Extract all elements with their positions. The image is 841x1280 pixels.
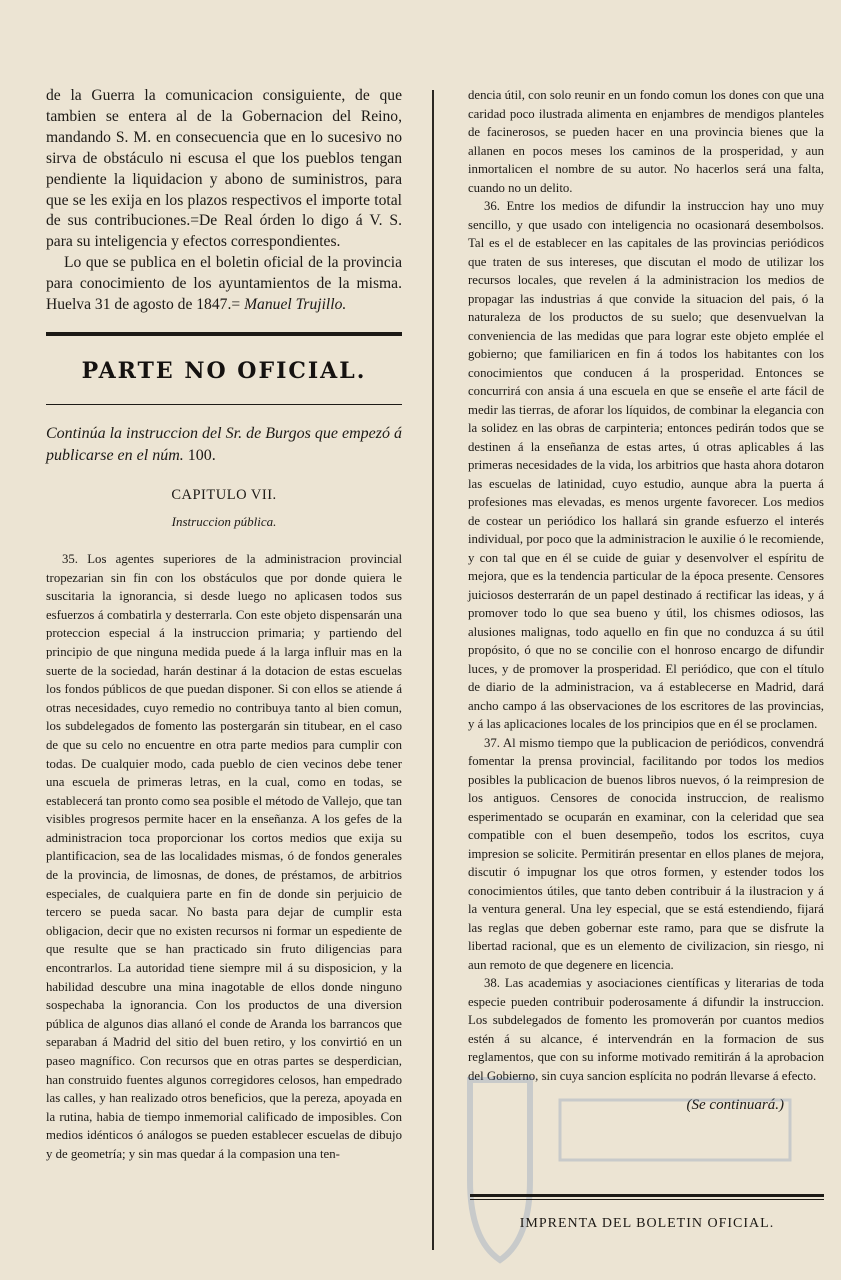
printer-imprint: IMPRENTA DEL BOLETIN OFICIAL. bbox=[519, 1216, 775, 1231]
official-paragraph-2-text: Lo que se publica en el boletin oficial de la provincia para conocimiento de los ayuntamientos de la misma. Huelva 31 de agosto de 1847.= bbox=[46, 254, 402, 314]
section-rule-top bbox=[46, 332, 402, 336]
paragraph-38-text: Las academias y asociaciones científicas y literarias de toda especie pueden contribuir poderosamente á difundir la instruccion. Los subdelegados de fomento les promoverán por cuantos medios estén á su alcance, é intervendrán en la formacion de sus reglamentos, que con su informe motivado remitirán á la aprobacion del Gobierno, sin cuya sancion esplícita no podrán llevarse á efecto. bbox=[468, 976, 824, 1083]
paragraph-38-number: 38. bbox=[484, 976, 500, 990]
paragraph-35 bbox=[46, 550, 402, 1164]
right-column bbox=[468, 86, 824, 1114]
paragraph-37-number: 37. bbox=[484, 735, 500, 750]
official-paragraph-2 bbox=[46, 253, 402, 316]
paragraph-37-text: Al mismo tiempo que la publicacion de periódicos, convendrá fomentar la prensa provincial, facilitando por todos los medios posibles la publicacion de buenos libros nuevos, ó la reimpresion de los antiguos. Censores de conocida instruccion, de realismo esperimentado se ocuparán en examinar, con la celeridad que sea compatible con el buen desempeño, todos los escritos, cuya impresion se solicite. Permitirán presentar en ellos planes de mejora, discutir ó impugnar los que otros formen, y estender todos los conocimientos útiles, que tanto deben contribuir á la ilustracion y á la ventura general. Una ley especial, que se está estendiendo, fijará las reglas que deben gobernar este ramo, para que se disfrute la libertad racional, que es un elemento de civilizacion, sin riesgo, ni aun remoto de que degenere en licencia. bbox=[468, 735, 824, 972]
footer-rule-thick bbox=[470, 1194, 824, 1197]
left-body bbox=[46, 550, 402, 1164]
paragraph-36-text: Entre los medios de difundir la instruccion hay uno muy sencillo, y que usado con inteligencia no ocasionará desembolsos. Tal es el de establecer en las capitales de las provincias periódicos que traten de sus intereses, que discutan el modo de utilizar los recursos locales, que revelen á la administracion los medios de propagar las industrias á que convide la situacion del pais, ó la naturaleza de los productos de su suelo; que desenvuelvan la conveniencia de las medidas que para lograr este objeto emplée el gobierno; que familiaricen en fin á todos los habitantes con los conocimientos que conducen á la prosperidad. Entonces se concurrirá con ansia á una escuela en que se enseñe el arte fácil de medir las tierras, de aforar los líquidos, de combinar la elegancia con la solidez en las obras de carpinteria; entonces pedirán todos que se destinen á la enseñanza de estas artes, ú otras aplicables á las primeras necesidades de la vida, los arbitrios que hasta ahora dotaron las escuelas de latinidad, cuyo estudio, aunque abra la puerta á profesiones mas elevadas, es menos urgente favorecer. Los medios de costear un periódico los hallará sin grande esfuerzo el interés individual, por poco que la administracion le auxilie ó le recomiende, y con tal que en él se cuide de guiar y desenvolver el espíritu de mejora, que es la tendencia particular de la época presente. Censores juiciosos desterrarán de un papel destinado á rectificar las ideas, y á promover todo lo que sea bueno y útil, los chismes odiosos, las alusiones malignas, todo aquello en fin que no conduzca á su útil propósito, ó que no se concilie con el honroso encargo de difundir luces, y de promover la prosperidad. El periódico, que con el título de diario de la administracion, va á establecerse en Madrid, dará ancho campo á las observaciones de los escritores de las provincias, y á las aplicaciones locales de los principios que en él se proclamen. bbox=[468, 199, 825, 731]
column-divider bbox=[432, 90, 434, 1250]
intro-note bbox=[46, 423, 402, 467]
intro-number: 100. bbox=[187, 446, 216, 464]
section-rule-bottom bbox=[46, 404, 402, 405]
official-notice bbox=[46, 86, 402, 316]
paragraph-36 bbox=[468, 197, 824, 734]
left-column bbox=[46, 86, 402, 1164]
chapter-title: CAPITULO VII. bbox=[171, 486, 277, 503]
paragraph-continued: dencia útil, con solo reunir en un fondo comun los dones con que una caridad poco ilustrada alimenta en enjambres de mendigos planteles de facinerosos, se pueden hacer en una provincia bienes que la allanen en pocos meses los caminos de la prosperidad, y aun inmortalicen el nombre de su autor. No hacerlos será una falta, cuando no un delito. bbox=[468, 88, 824, 195]
paragraph-35-number: 35. bbox=[62, 551, 78, 566]
section-heading: PARTE NO OFICIAL. bbox=[81, 357, 367, 384]
continuation-note: (Se continuará.) bbox=[686, 1097, 784, 1113]
footer-rule-thin bbox=[470, 1199, 824, 1200]
official-paragraph-1: de la Guerra la comunicacion consiguiente, de que tambien se entera al de la Gobernacion del Reino, mandando S. M. en consecuencia que en lo sucesivo no sirva de obstáculo ni escusa el que los pueblos tengan pendiente la liquidacion y abono de suministros, para que se les exija en los plazos respectivos el importe total de sus contribuciones.=De Real órden lo digo á V. S. para su inteligencia y efectos correspondientes. bbox=[46, 87, 402, 251]
signature: Manuel Trujillo. bbox=[244, 296, 347, 314]
intro-text: Continúa la instruccion del Sr. de Burgos que empezó á publicarse en el núm. bbox=[46, 424, 402, 464]
paragraph-35-text: Los agentes superiores de la administracion provincial tropezarian sin fin con los obstáculos que por donde quiera le suscitaria la ignorancia, si desde luego no aplicasen todos sus esfuerzos á combatirla y desterrarla. Con este objeto dispensarán una proteccion especial á la instruccion primaria; y partiendo del principio de que ninguna medida puede á la larga influir mas en la suerte de la sociedad, harán destinar á la dotacion de estas escuelas los fondos públicos de que puedan disponer. Si con ellos se atiende á otras necesidades, cuyo remedio no contribuya tanto al bien comun, los subdelegados de fomento las postergarán sin titubear, en el caso de que su celo no encuentre en otra parte medios para cumplir con todas. De cualquier modo, cada pueblo de cien vecinos debe tener una escuela de primeras letras, en la cual, como en todas, se establecerá tan pronto como sea posible el método de Vallejo, que tan visibles progresos permite hacer en la enseñanza. A los gefes de la administracion toca proporcionar los cortos medios que exija su plantificacion, sea de las localidades mismas, ó de fondos generales de la provincia, de limosnas, de dones, de préstamos, de arbitrios especiales, de cualquiera parte en fin de donde sin perjuicio de tercero se pueda sacar. No basta para dejar de cumplir esta obligacion, decir que no existen recursos ni formar un espediente de que resulte que se han practicado sin fruto diligencias para encontrarlos. La autoridad tiene siempre mil á su disposicion, y la habilidad descubre una mina inagotable de ellos donde ninguno sospechaba la ignorancia. Con los productos de una diversion pública de algunos dias allanó el conde de Aranda los barrancos que separaban á Madrid del sitio del buen retiro, y los convirtió en un paseo magnífico. Con recursos que en otras partes se desperdician, han construido fuentes algunos corregidores celosos, han empedrado las calles, y han realizado otros beneficios, que la pereza, apoyada en la rutina, habia de tiempo inmemorial calificado de imposibles. Con medios idénticos ó análogos se pueden establecer escuelas de dibujo y de geometría; y sin mas quedar á la compasion una ten- bbox=[46, 551, 402, 1161]
chapter-subtitle: Instruccion pública. bbox=[171, 513, 277, 529]
paragraph-37 bbox=[468, 734, 824, 975]
archive-watermark-icon bbox=[440, 1060, 820, 1270]
paragraph-36-number: 36. bbox=[484, 199, 500, 213]
